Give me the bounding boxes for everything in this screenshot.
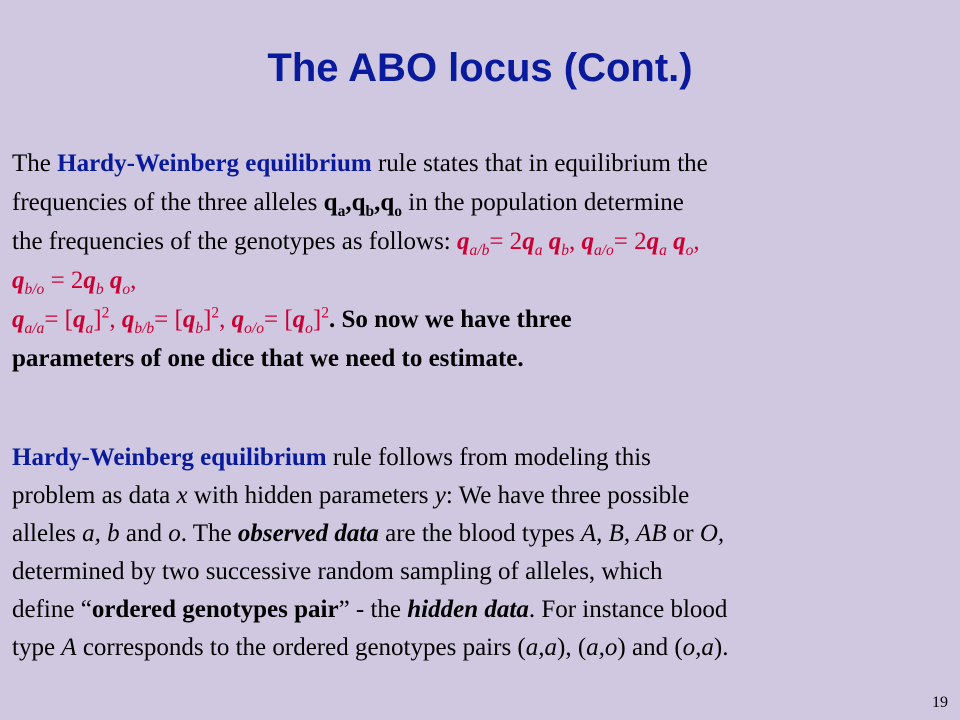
p1-line-6: parameters of one dice that we need to estimate. [12,345,524,372]
term-ordered-genotypes: ordered genotypes pair [91,596,339,623]
p1-line-3: the frequencies of the genotypes as follows: $q_{a/b}= 2q_a$ $q_b$, $q_{a/o}= 2q_a$ $q_o$, [12,228,700,259]
term-hidden-data: hidden data [407,596,529,623]
formula-heterozygotes: $q_{a/b}= 2q_a$ $q_b$, $q_{a/o}= 2q_a$ $q_o$, [457,228,700,259]
page-number: 19 [932,694,948,711]
p1-line-4: $q_{b/o} = 2q_b$ $q_o$, [12,267,137,298]
p2-line-4: determined by two successive random sampling of alleles, which [12,558,663,585]
p1-line-5: $q_{a/a}= [q_a]^2$, $q_{b/b}= [q_b]^2$, $q_{o/o}= [q_o]^2$. So now we have three [12,304,572,337]
term-hardy-weinberg-2: Hardy-Weinberg equilibrium [12,444,327,471]
p2-line-5: define “ordered genotypes pair” - the hidden data. For instance blood [12,596,728,623]
equilibrium-paragraph [12,144,942,378]
term-observed-data: observed data [237,520,379,547]
p1-line-1: The Hardy-Weinberg equilibrium rule states that in equilibrium the [12,150,708,177]
p2-line-3: alleles a, b and o. The observed data are the blood types A, B, AB or O, [12,520,725,547]
p2-line-2: problem as data x with hidden parameters y: We have three possible [12,482,690,509]
term-hardy-weinberg: Hardy-Weinberg equilibrium [57,150,372,177]
slide-title: The ABO locus (Cont.) [267,46,693,90]
p1-line-2: frequencies of the three alleles $q_a,q_b,q_o$ in the population determine [12,189,684,220]
p2-line-1: Hardy-Weinberg equilibrium rule follows from modeling this [12,444,651,471]
formula-homozygotes: $q_{a/a}= [q_a]^2$, $q_{b/b}= [q_b]^2$, $q_{o/o}= [q_o]^2$ [12,304,329,337]
p2-line-6: type A corresponds to the ordered genotypes pairs (a,a), (a,o) and (o,a). [12,634,729,661]
hidden-data-paragraph [12,439,942,667]
